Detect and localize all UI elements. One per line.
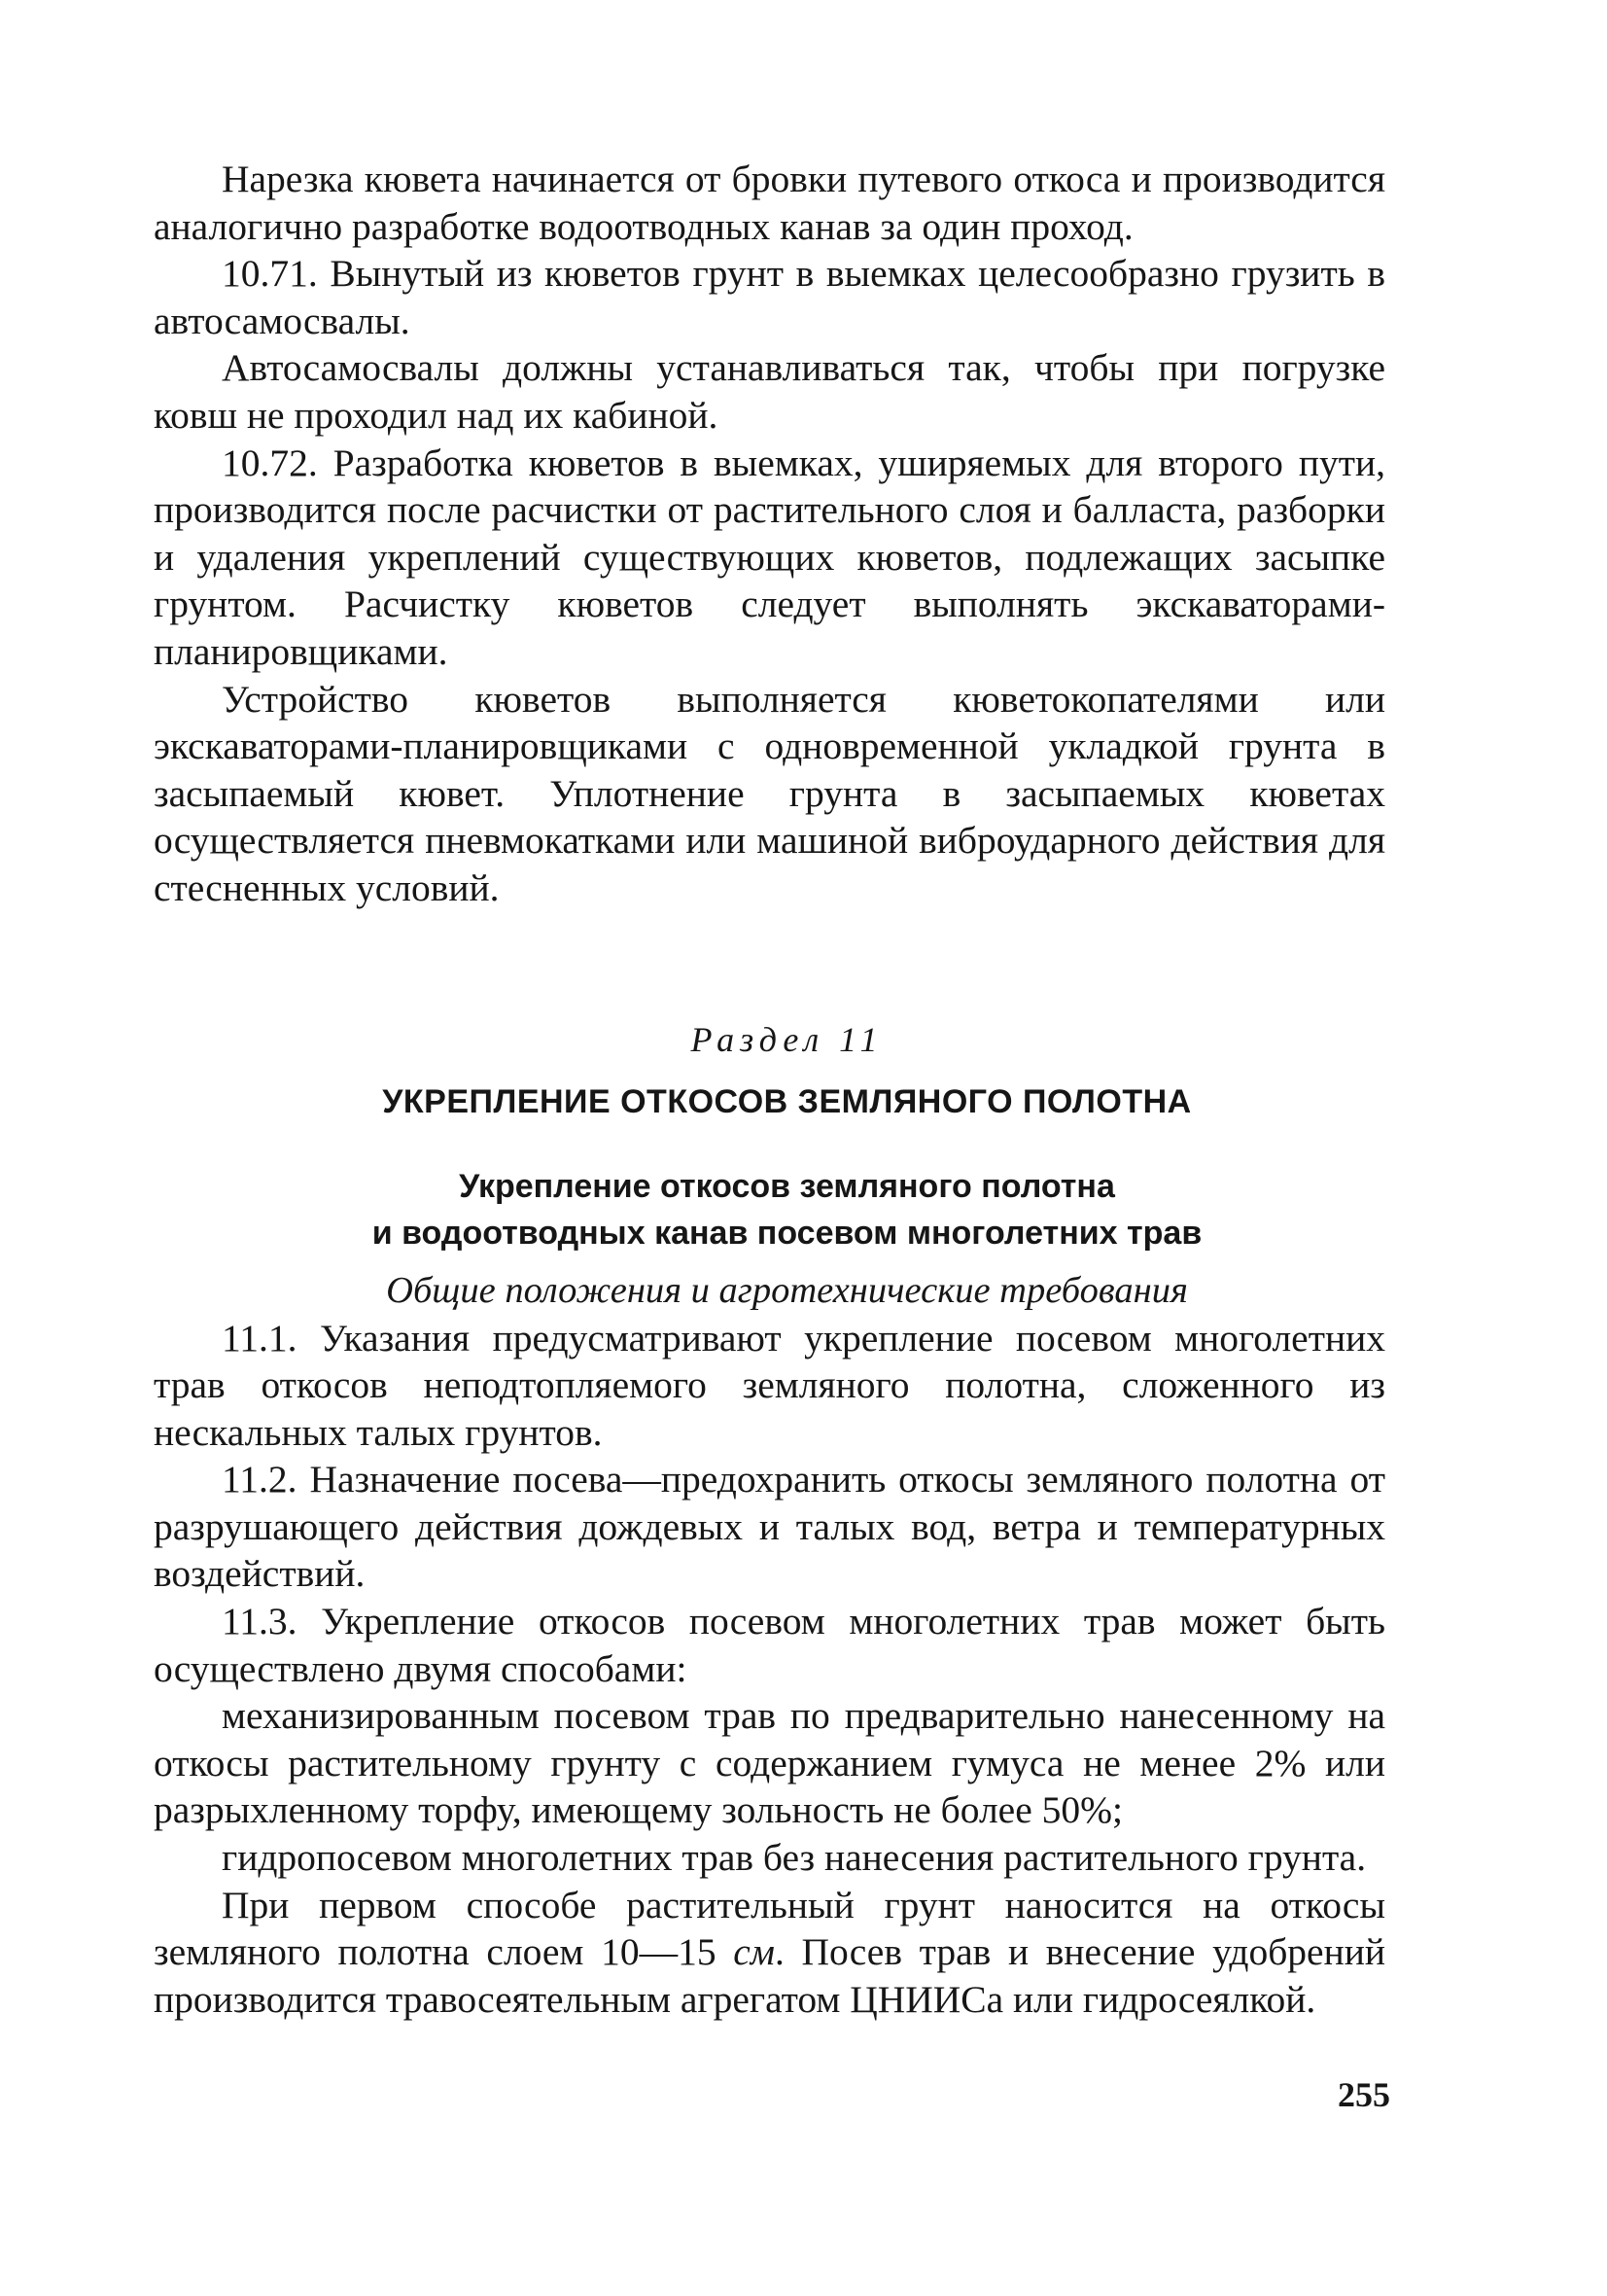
- paragraph-hydroseeding: гидропосевом многолетних трав без нанесения растительного грунта.: [222, 1836, 1367, 1880]
- paragraph-11-3: 11.3. Укрепление откосов посевом многолетних трав может быть осуществлено двумя способами:: [154, 1600, 1385, 1690]
- section-title: УКРЕПЛЕНИЕ ОТКОСОВ ЗЕМЛЯНОГО ПОЛОТНА: [382, 1082, 1192, 1120]
- subsection-title: [154, 1163, 1385, 1256]
- paragraph-11-2: 11.2. Назначение посева—предохранить откосы земляного полотна от разрушающего действия дождевых и талых вод, ветра и температурных воздействий.: [154, 1458, 1385, 1596]
- subsection-title-line-2: и водоотводных канав посевом многолетних трав: [371, 1214, 1203, 1252]
- paragraph-ditch-construction: Устройство кюветов выполняется кюветокопателями или экскаваторами-планировщиками с одновременной укладкой грунта в засыпаемый кювет. Уплотнение грунта в засыпаемых кюветах осуществляется пневмокатками или машиной виброударного действия для стесненных условий.: [154, 677, 1385, 909]
- unit-cm: см: [733, 1930, 775, 1974]
- section-label: Раздел 11: [690, 1019, 884, 1059]
- paragraph-first-method: [154, 1882, 1385, 2024]
- paragraph-dump-trucks: Автосамосвалы должны устанавливаться так, чтобы при погрузке ковш не проходил над их кабиной.: [154, 346, 1385, 437]
- paragraph-10-71: 10.71. Вынутый из кюветов грунт в выемках целесообразно грузить в автосамосвалы.: [154, 252, 1385, 342]
- page-number: 255: [1338, 2075, 1390, 2114]
- page-text-block: [154, 156, 1385, 2023]
- paragraph-ditch-cutting: Нарезка кювета начинается от бровки путевого откоса и производится аналогично разработке водоотводных канав за один проход.: [154, 158, 1385, 248]
- paragraph-11-1: 11.1. Указания предусматривают укрепление посевом многолетних трав откосов неподтопляемого земляного полотна, сложенного из нескальных талых грунтов.: [154, 1316, 1385, 1454]
- first-method-text-before: При первом способе растительный грунт наносится на откосы земляного полотна слоем 10—15: [154, 1883, 1385, 1974]
- first-method-text-after: . Посев трав и внесение удобрений производится травосеятельным агрегатом ЦНИИСа или гидросеялкой.: [154, 1930, 1385, 2021]
- paragraph-10-72: 10.72. Разработка кюветов в выемках, уширяемых для второго пути, производится после расчистки от растительного слоя и балласта, разборки и удаления укреплений существующих кюветов, подлежащих засыпке грунтом. Расчистку кюветов следует выполнять экскаваторами-планировщиками.: [154, 441, 1385, 673]
- paragraph-mechanized-seeding: механизированным посевом трав по предварительно нанесенному на откосы растительному грунту с содержанием гумуса не менее 2% или разрыхленному торфу, имеющему зольность не более 50%;: [154, 1694, 1385, 1832]
- subhead-general-provisions: Общие положения и агротехнические требования: [386, 1269, 1188, 1311]
- subsection-title-line-1: Укрепление откосов земляного полотна: [459, 1167, 1115, 1205]
